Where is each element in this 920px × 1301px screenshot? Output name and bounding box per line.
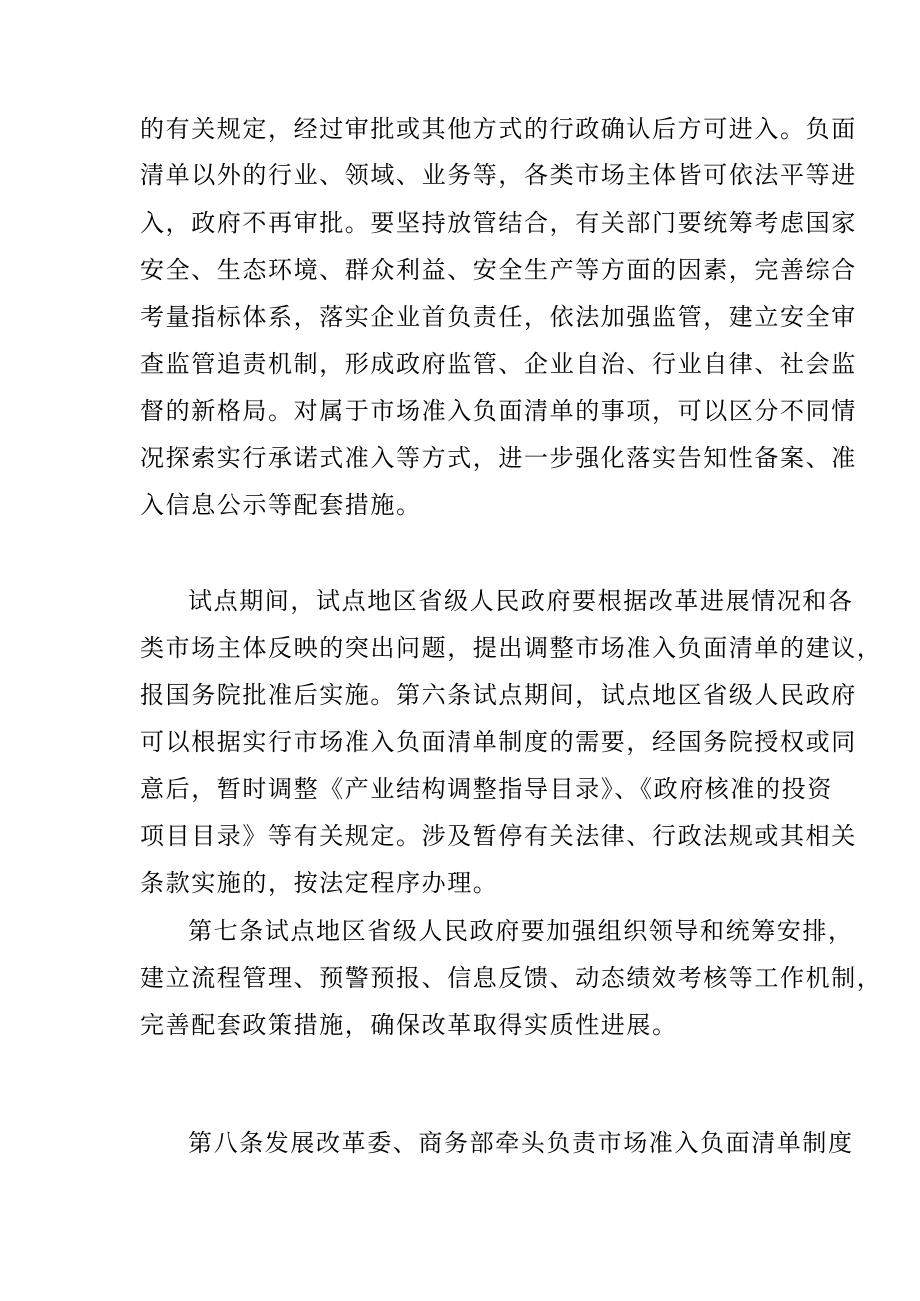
text-line: 建立流程管理、预警预报、信息反馈、动态绩效考核等工作机制， [140, 964, 883, 992]
text-line: 清单以外的行业、领域、业务等，各类市场主体皆可依法平等进 [140, 161, 857, 189]
text-line: 安全、生态环境、群众利益、安全生产等方面的因素，完善综合 [140, 256, 857, 284]
text-line: 查监管追责机制，形成政府监管、企业自治、行业自律、社会监 [140, 350, 857, 378]
text-line: 完善配套政策措施，确保改革取得实质性进展。 [140, 1011, 678, 1039]
text-line: 意后，暂时调整《产业结构调整指导目录》、《政府核准的投资 [140, 775, 833, 803]
text-line: 可以根据实行市场准入负面清单制度的需要，经国务院授权或同 [140, 728, 857, 756]
text-line: 督的新格局。对属于市场准入负面清单的事项，可以区分不同情 [140, 397, 857, 425]
text-line: 第七条试点地区省级人民政府要加强组织领导和统筹安排， [188, 917, 854, 945]
text-line: 第八条发展改革委、商务部牵头负责市场准入负面清单制度 [188, 1129, 854, 1157]
text-line: 的有关规定，经过审批或其他方式的行政确认后方可进入。负面 [140, 115, 857, 143]
text-line: 入信息公示等配套措施。 [140, 491, 422, 519]
text-line: 类市场主体反映的突出问题，提出调整市场准入负面清单的建议， [140, 634, 883, 662]
text-line: 考量指标体系，落实企业首负责任，依法加强监管，建立安全审 [140, 303, 857, 331]
text-line: 报国务院批准后实施。第六条试点期间，试点地区省级人民政府 [140, 681, 857, 709]
text-line: 入，政府不再审批。要坚持放管结合，有关部门要统筹考虑国家 [140, 209, 857, 237]
text-line: 条款实施的，按法定程序办理。 [140, 869, 499, 897]
text-line: 项目目录》等有关规定。涉及暂停有关法律、行政法规或其相关 [140, 822, 857, 850]
text-line: 况探索实行承诺式准入等方式，进一步强化落实告知性备案、准 [140, 444, 857, 472]
text-line: 试点期间，试点地区省级人民政府要根据改革进展情况和各 [188, 587, 854, 615]
